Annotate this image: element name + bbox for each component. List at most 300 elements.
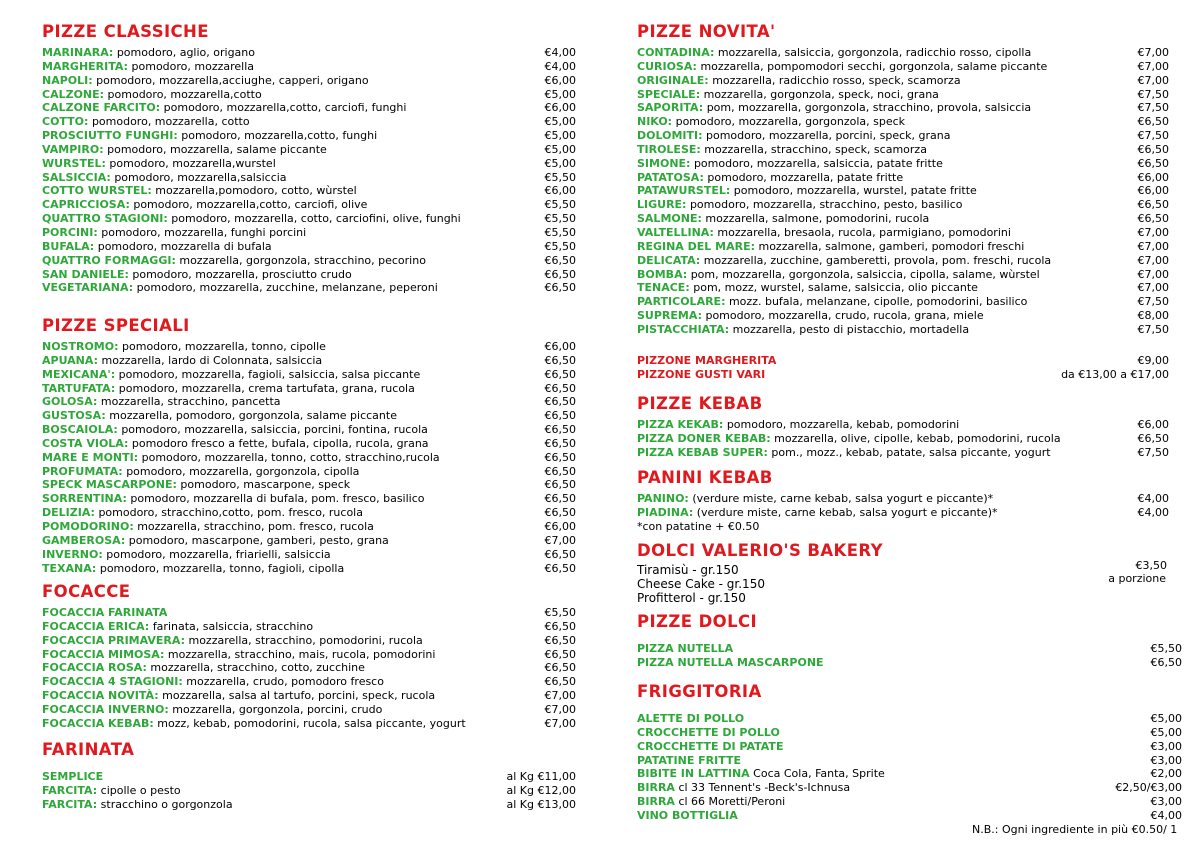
menu-item-text xyxy=(637,88,939,102)
section-title: PIZZE KEBAB xyxy=(637,394,763,413)
menu-item-description: pomodoro, mozzarella xyxy=(131,59,255,73)
menu-item-description: mozzarella, pomodoro, gorgonzola, salame piccante xyxy=(109,409,397,423)
menu-item-description: pomodoro, mozzarella, stracchino, pesto, basilico xyxy=(689,198,963,212)
menu-item-description: pomodoro, mozzarella, salsiccia, porcini, fontina, rucola xyxy=(121,423,428,437)
menu-item-price: €7,00 xyxy=(1137,253,1169,267)
menu-item-text xyxy=(637,157,943,171)
menu-item xyxy=(637,809,1182,823)
menu-item-name: SUPREMA: xyxy=(637,309,702,323)
menu-item-name: ORIGINALE: xyxy=(637,73,709,87)
menu-item-description: mozzarella, stracchino, pomodorini, rucola xyxy=(188,633,423,647)
menu-item-list xyxy=(637,642,1182,670)
menu-item-text xyxy=(637,74,961,88)
menu-item-price: €6,50 xyxy=(544,547,576,561)
menu-item-price: €6,50 xyxy=(544,464,576,478)
menu-item xyxy=(42,409,576,423)
menu-item-text xyxy=(42,171,287,185)
menu-item-name: TIROLESE: xyxy=(637,142,701,156)
menu-item-description: pomodoro, mozzarella, crudo, rucola, grana, miele xyxy=(705,309,984,323)
menu-item-price: €7,00 xyxy=(1137,59,1169,73)
menu-item-name: PORCINI: xyxy=(42,225,98,239)
menu-item-text xyxy=(42,129,377,143)
menu-item-name: REGINA DEL MARE: xyxy=(637,239,755,253)
menu-item-description: mozzarella, stracchino, pom. fresco, rucola xyxy=(137,519,374,533)
menu-item-price: €9,00 xyxy=(1137,354,1169,367)
menu-item-text xyxy=(637,212,929,226)
menu-item-description: pomodoro, mozzarella, tonno, cotto, stracchino,rucola xyxy=(141,450,440,464)
menu-item-name: SIMONE: xyxy=(637,156,691,170)
menu-item-price: €7,00 xyxy=(1137,225,1169,239)
menu-item-text xyxy=(637,268,1040,282)
menu-item-text xyxy=(42,620,313,634)
menu-item-price: €7,00 xyxy=(544,689,576,703)
menu-item-description: pomodoro, mozzarella, crema tartufata, grana, rucola xyxy=(118,381,415,395)
menu-item-text xyxy=(42,423,428,437)
menu-item-text xyxy=(42,478,350,492)
menu-item xyxy=(637,754,1182,768)
menu-item xyxy=(637,520,1169,534)
menu-item-price: €6,50 xyxy=(544,423,576,437)
menu-item-text xyxy=(637,226,1011,240)
menu-item-text xyxy=(637,492,993,506)
menu-item-name: PIZZA KEKAB: xyxy=(637,418,724,431)
menu-item-name: SAPORITA: xyxy=(637,101,704,115)
menu-item-description: mozzarella, stracchino, mais, rucola, pomodorini xyxy=(167,647,436,661)
menu-item-description: mozzarella, pesto di pistacchio, mortadella xyxy=(732,322,970,336)
menu-item xyxy=(637,418,1169,432)
menu-item-name: PIZZONE MARGHERITA xyxy=(637,354,777,367)
menu-item-price: €7,50 xyxy=(1137,101,1169,115)
menu-item-price: €6,00 xyxy=(544,101,576,115)
menu-item-description: pomodoro, mozzarella,cotto, carciofi, funghi xyxy=(163,101,407,115)
menu-item-description: farinata, salsiccia, stracchino xyxy=(152,619,314,633)
menu-item-description: pomodoro, mozzarella, prosciutto crudo xyxy=(132,267,352,281)
menu-item xyxy=(637,74,1169,88)
menu-item-price: €5,50 xyxy=(544,239,576,253)
menu-item-text xyxy=(637,240,1024,254)
menu-item xyxy=(637,101,1169,115)
menu-item-price: €6,50 xyxy=(544,506,576,520)
menu-item-price: €6,00 xyxy=(1137,170,1169,184)
menu-item-description: pomodoro, stracchino,cotto, pom. fresco, rucola xyxy=(98,506,363,520)
menu-item xyxy=(42,46,576,60)
menu-item-name: CAPRICCIOSA: xyxy=(42,198,130,212)
menu-item xyxy=(637,506,1169,520)
menu-item-price: €6,00 xyxy=(544,184,576,198)
menu-item-description: mozzarella, salsiccia, gorgonzola, radicchio rosso, cipolla xyxy=(717,46,1032,59)
menu-item-description: (verdure miste, carne kebab, salsa yogurt e piccante)* xyxy=(692,492,994,505)
menu-item-name: FOCACCIA KEBAB: xyxy=(42,716,154,730)
menu-item xyxy=(42,368,576,382)
menu-item xyxy=(637,46,1169,60)
menu-item xyxy=(42,354,576,368)
menu-item-name: COSTA VIOLA: xyxy=(42,436,129,450)
menu-item-name: PATATINE FRITTE xyxy=(637,753,742,767)
menu-item xyxy=(42,465,576,479)
menu-item xyxy=(637,795,1182,809)
menu-item xyxy=(42,423,576,437)
menu-item-price: €3,00 xyxy=(1150,739,1182,753)
menu-item-price: da €13,00 a €17,00 xyxy=(1061,367,1169,381)
menu-item-text xyxy=(637,281,978,295)
menu-item xyxy=(637,254,1169,268)
menu-item-text xyxy=(637,129,950,143)
menu-item-price: €5,50 xyxy=(544,212,576,226)
menu-section-pizze-kebab xyxy=(637,394,1169,460)
menu-item-description: mozz, kebab, pomodorini, rucola, salsa piccante, yogurt xyxy=(157,716,466,730)
menu-item-name: TEXANA: xyxy=(42,561,97,575)
menu-item-list xyxy=(637,492,1169,534)
menu-item-text xyxy=(42,212,461,226)
section-title: FARINATA xyxy=(42,740,135,759)
menu-item-name: DOLOMITI: xyxy=(637,129,703,143)
menu-item-price: €5,00 xyxy=(1150,725,1182,739)
menu-item-name: FOCACCIA FARINATA xyxy=(42,606,168,619)
menu-item-name: PANINO: xyxy=(637,492,689,505)
menu-item xyxy=(637,143,1169,157)
menu-item-text xyxy=(637,809,738,823)
menu-item-description: pomodoro, mozzarella, kebab, pomodorini xyxy=(726,418,960,431)
menu-item-name: CURIOSA: xyxy=(637,59,697,73)
menu-item-price: €6,50 xyxy=(1137,156,1169,170)
menu-item-text xyxy=(637,115,905,129)
menu-item xyxy=(637,240,1169,254)
menu-item-text xyxy=(637,446,1051,460)
menu-item-price: €6,50 xyxy=(544,675,576,689)
menu-item-description: pomodoro, mozzarella di bufala, pom. fresco, basilico xyxy=(130,492,425,506)
menu-item-name: FOCACCIA 4 STAGIONI: xyxy=(42,675,183,689)
menu-item xyxy=(637,268,1169,282)
menu-item-price: €5,00 xyxy=(544,142,576,156)
menu-item xyxy=(42,198,576,212)
section-title: PANINI KEBAB xyxy=(637,468,773,487)
menu-item xyxy=(637,295,1169,309)
menu-item-price: €3,00 xyxy=(1150,795,1182,809)
menu-item-description: (verdure miste, carne kebab, salsa yogurt e piccante)* xyxy=(696,505,998,519)
menu-item-price: €6,00 xyxy=(544,73,576,87)
menu-item xyxy=(637,642,1182,656)
menu-item xyxy=(42,784,576,798)
menu-item xyxy=(42,184,576,198)
menu-item xyxy=(637,740,1182,754)
menu-item-description: mozzarella, stracchino, pancetta xyxy=(100,395,281,409)
menu-item-text xyxy=(42,717,466,731)
menu-item-text xyxy=(637,171,903,185)
menu-item-price: €6,50 xyxy=(544,561,576,575)
menu-item-text xyxy=(42,395,281,409)
menu-item xyxy=(42,717,576,731)
menu-item-description: mozzarella, salsa al tartufo, porcini, speck, rucola xyxy=(162,689,436,703)
menu-item-price: €6,50 xyxy=(544,395,576,409)
menu-item-price: €4,00 xyxy=(1150,808,1182,822)
menu-item xyxy=(637,492,1169,506)
menu-item-description: mozzarella, salmone, gamberi, pomodori freschi xyxy=(758,239,1025,253)
menu-item-name: FARCITA: xyxy=(42,797,98,811)
menu-item-price: al Kg €12,00 xyxy=(506,783,576,797)
menu-item-price: €6,50 xyxy=(544,450,576,464)
menu-item xyxy=(42,634,576,648)
menu-item-text xyxy=(637,712,744,726)
menu-item-description: pomodoro, mozzarella, porcini, speck, grana xyxy=(705,129,951,143)
menu-item-name: MEXICANA': xyxy=(42,367,116,381)
menu-item-name: VINO BOTTIGLIA xyxy=(637,808,738,822)
menu-item xyxy=(42,157,576,171)
menu-item-price: €6,50 xyxy=(544,633,576,647)
menu-item-description: pomodoro, mozzarella,cotto xyxy=(107,87,262,101)
menu-item-price: €6,50 xyxy=(544,381,576,395)
menu-item-description: mozzarella, gorgonzola, speck, noci, grana xyxy=(703,87,939,101)
menu-item xyxy=(637,726,1182,740)
menu-item-name: VEGETARIANA: xyxy=(42,281,134,295)
menu-item xyxy=(637,323,1169,337)
menu-item-name: LIGURE: xyxy=(637,198,687,212)
menu-item-description: pomodoro, mozzarella, patate fritte xyxy=(707,170,904,184)
menu-item-description: pom, mozzarella, gorgonzola, stracchino, provola, salsiccia xyxy=(706,101,1032,115)
menu-item-name: PIZZA NUTELLA MASCARPONE xyxy=(637,655,824,669)
menu-item xyxy=(42,703,576,717)
bakery-line: Profitterol - gr.150 xyxy=(637,591,746,605)
menu-item xyxy=(637,115,1169,129)
menu-item-text xyxy=(42,101,406,115)
menu-item-price: €6,50 xyxy=(544,253,576,267)
menu-item xyxy=(42,798,576,812)
menu-item-description: pomodoro, mozzarella, gorgonzola, speck xyxy=(675,115,906,129)
menu-item-price: €5,00 xyxy=(544,115,576,129)
menu-item-price: €6,50 xyxy=(544,661,576,675)
menu-item xyxy=(42,520,576,534)
menu-item-text xyxy=(637,354,776,368)
menu-item xyxy=(42,606,576,620)
menu-item-description: mozzarella, stracchino, cotto, zucchine xyxy=(150,661,365,675)
menu-item-price: €7,50 xyxy=(1137,322,1169,336)
menu-item xyxy=(42,171,576,185)
menu-item-name: NIKO: xyxy=(637,115,673,129)
menu-item-price: €4,00 xyxy=(544,46,576,59)
menu-item-price: €6,00 xyxy=(1137,184,1169,198)
menu-item-description: pomodoro, mascarpone, speck xyxy=(180,478,351,492)
menu-item-name: SEMPLICE xyxy=(42,770,104,783)
menu-item-name: ALETTE DI POLLO xyxy=(637,712,745,725)
menu-item xyxy=(637,432,1169,446)
section-title: FOCACCE xyxy=(42,582,131,601)
menu-item-text xyxy=(42,382,415,396)
menu-section-pizze-novita xyxy=(637,22,1169,337)
menu-item-price: €6,50 xyxy=(1137,142,1169,156)
menu-item-name: DELICATA: xyxy=(637,253,701,267)
menu-item-description: pomodoro, mozzarella,wurstel xyxy=(109,156,276,170)
menu-item-text xyxy=(42,198,367,212)
menu-item-name: FOCACCIA PRIMAVERA: xyxy=(42,633,185,647)
menu-item xyxy=(42,101,576,115)
menu-item-price: €5,50 xyxy=(544,170,576,184)
menu-item-price: €7,50 xyxy=(1137,295,1169,309)
footer-note: N.B.: Ogni ingrediente in più €0.50/ 1 xyxy=(972,823,1178,836)
menu-item xyxy=(42,60,576,74)
menu-item-price: €7,00 xyxy=(1137,239,1169,253)
menu-item-price: €5,50 xyxy=(544,198,576,212)
menu-item-text xyxy=(42,675,384,689)
menu-item xyxy=(637,767,1182,781)
menu-item-name: SPECIALE: xyxy=(637,87,701,101)
menu-item-list xyxy=(42,770,576,812)
menu-item-text xyxy=(42,115,250,129)
menu-item-text xyxy=(42,520,374,534)
menu-item-text xyxy=(42,648,435,662)
menu-item-price: €7,00 xyxy=(544,533,576,547)
menu-item-list xyxy=(42,46,576,295)
menu-section-pizze-classiche xyxy=(42,22,576,295)
menu-item-price: €4,00 xyxy=(544,59,576,73)
menu-item-name: CONTADINA: xyxy=(637,46,715,59)
menu-item-name: FOCACCIA ROSA: xyxy=(42,661,147,675)
menu-item-text xyxy=(42,88,262,102)
menu-item-name: DELIZIA: xyxy=(42,506,95,520)
menu-item-description: pomodoro, mozzarella, cotto, carciofini, olive, funghi xyxy=(171,212,461,226)
menu-item-description: mozzarella, bresaola, rucola, parmigiano, pomodorini xyxy=(717,225,1011,239)
menu-item-price: €6,50 xyxy=(544,436,576,450)
menu-item-name: TARTUFATA: xyxy=(42,381,116,395)
menu-item-description: pom, mozz, wurstel, salame, salsiccia, olio piccante xyxy=(693,281,978,295)
menu-item-name: PIZZA DONER KEBAB: xyxy=(637,431,771,445)
menu-item-description: pomodoro, mozzarella, fagioli, salsiccia, salsa piccante xyxy=(118,367,421,381)
menu-item xyxy=(637,226,1169,240)
menu-item-name: SAN DANIELE: xyxy=(42,267,129,281)
menu-item-text xyxy=(637,754,741,768)
menu-item-price: €7,50 xyxy=(1137,87,1169,101)
menu-item xyxy=(637,198,1169,212)
menu-item-price: €6,50 xyxy=(544,353,576,367)
menu-item-text xyxy=(42,46,255,60)
menu-item-description: pomodoro, mozzarella, tonno, cipolle xyxy=(122,340,326,353)
menu-item-name: GAMBEROSA: xyxy=(42,533,126,547)
menu-item-text xyxy=(637,254,1051,268)
menu-item-text xyxy=(42,661,365,675)
menu-item-name: CROCCHETTE DI PATATE xyxy=(637,739,784,753)
menu-item xyxy=(637,171,1169,185)
menu-item xyxy=(637,212,1169,226)
menu-item xyxy=(637,60,1169,74)
menu-item-text xyxy=(637,101,1031,115)
menu-item-description: pomodoro, mozzarella, gorgonzola, cipolla xyxy=(126,464,360,478)
menu-item-price: €6,50 xyxy=(544,267,576,281)
menu-item-text xyxy=(42,703,382,717)
menu-item-text xyxy=(637,295,1027,309)
menu-item xyxy=(42,115,576,129)
menu-item-name: MARE E MONTI: xyxy=(42,450,139,464)
menu-section-friggitoria xyxy=(637,682,1182,823)
menu-item-text xyxy=(42,548,331,562)
menu-item-name: BOMBA: xyxy=(637,267,688,281)
menu-item-text xyxy=(42,689,435,703)
menu-section-panini-kebab xyxy=(637,468,1169,534)
menu-item-price: €6,00 xyxy=(1137,418,1169,431)
menu-item-text xyxy=(42,506,363,520)
menu-item-price: €2,50/€3,00 xyxy=(1115,781,1182,795)
menu-item-text xyxy=(42,340,326,354)
bakery-section xyxy=(637,541,1182,605)
menu-item-description: pomodoro, aglio, origano xyxy=(116,46,255,59)
menu-item-description: pomodoro, mozzarella, zucchine, melanzane, peperoni xyxy=(136,281,438,295)
menu-item xyxy=(42,281,576,295)
menu-item-name: QUATTRO FORMAGGI: xyxy=(42,253,176,267)
menu-item-name: SPECK MASCARPONE: xyxy=(42,478,177,492)
menu-section-focacce xyxy=(42,582,576,731)
menu-item-price: €6,00 xyxy=(544,340,576,353)
menu-item-price: €6,50 xyxy=(1137,198,1169,212)
menu-item xyxy=(637,129,1169,143)
menu-item xyxy=(637,281,1169,295)
bakery-line: Cheese Cake - gr.150 xyxy=(637,577,765,591)
menu-item-price: €7,00 xyxy=(544,702,576,716)
menu-item-price: al Kg €13,00 xyxy=(506,797,576,811)
menu-item-description: pomodoro, mozzarella, funghi porcini xyxy=(101,225,307,239)
menu-item xyxy=(42,240,576,254)
menu-item-price: €8,00 xyxy=(1137,309,1169,323)
menu-item-price: €6,50 xyxy=(544,409,576,423)
menu-item-price: €6,50 xyxy=(544,478,576,492)
menu-item-description: mozzarella, crudo, pomodoro fresco xyxy=(186,675,384,689)
menu-item-name: BIBITE IN LATTINA xyxy=(637,767,750,781)
menu-item xyxy=(42,562,576,576)
menu-item xyxy=(42,648,576,662)
menu-item-name: PATATOSA: xyxy=(637,170,704,184)
menu-item-name: TENACE: xyxy=(637,281,690,295)
menu-item xyxy=(42,129,576,143)
menu-item-text xyxy=(637,740,783,754)
menu-item-price: €5,50 xyxy=(1150,642,1182,655)
menu-item xyxy=(42,492,576,506)
menu-item xyxy=(42,74,576,88)
menu-item-text xyxy=(637,432,1061,446)
menu-item xyxy=(42,254,576,268)
menu-item-price: €6,50 xyxy=(1137,212,1169,226)
menu-item xyxy=(42,620,576,634)
menu-item-price: €5,00 xyxy=(544,87,576,101)
menu-item-name: PIZZONE GUSTI VARI xyxy=(637,367,766,381)
menu-item-name: CROCCHETTE DI POLLO xyxy=(637,725,780,739)
menu-item xyxy=(42,268,576,282)
menu-item-name: PROFUMATA: xyxy=(42,464,123,478)
menu-item-description: mozz. bufala, melanzane, cipolle, pomodorini, basilico xyxy=(728,295,1028,309)
menu-item-name: PIZZA NUTELLA xyxy=(637,642,734,655)
menu-item-text xyxy=(42,184,357,198)
section-title: PIZZE SPECIALI xyxy=(42,316,190,335)
menu-item-price: €6,50 xyxy=(544,281,576,295)
menu-item-description: pomodoro, mozzarella,cotto, carciofi, olive xyxy=(133,198,368,212)
menu-item-text xyxy=(42,409,397,423)
menu-item-price: €7,00 xyxy=(544,716,576,730)
menu-item xyxy=(637,446,1169,460)
menu-item-name: COTTO: xyxy=(42,115,89,129)
menu-item-name: BOSCAIOLA: xyxy=(42,423,118,437)
menu-item-price: €5,50 xyxy=(544,606,576,619)
menu-item-price: €7,50 xyxy=(1137,129,1169,143)
section-title: PIZZE CLASSICHE xyxy=(42,22,209,41)
menu-item-description: mozzarella, gorgonzola, stracchino, pecorino xyxy=(179,253,426,267)
menu-item xyxy=(637,88,1169,102)
menu-item-description: pomodoro, mozzarella,salsiccia xyxy=(114,170,287,184)
menu-item-text xyxy=(42,562,344,576)
menu-item-name: PISTACCHIATA: xyxy=(637,322,730,336)
menu-item-description: mozzarella, radicchio rosso, speck, scamorza xyxy=(712,73,961,87)
menu-item-name: PARTICOLARE: xyxy=(637,295,726,309)
menu-item-price: €6,50 xyxy=(1137,431,1169,445)
menu-item-description: pomodoro, mozzarella, friarielli, salsiccia xyxy=(106,547,331,561)
menu-item-text xyxy=(637,418,959,432)
menu-item xyxy=(42,437,576,451)
menu-item xyxy=(637,781,1182,795)
menu-item-name: FARCITA: xyxy=(42,783,98,797)
